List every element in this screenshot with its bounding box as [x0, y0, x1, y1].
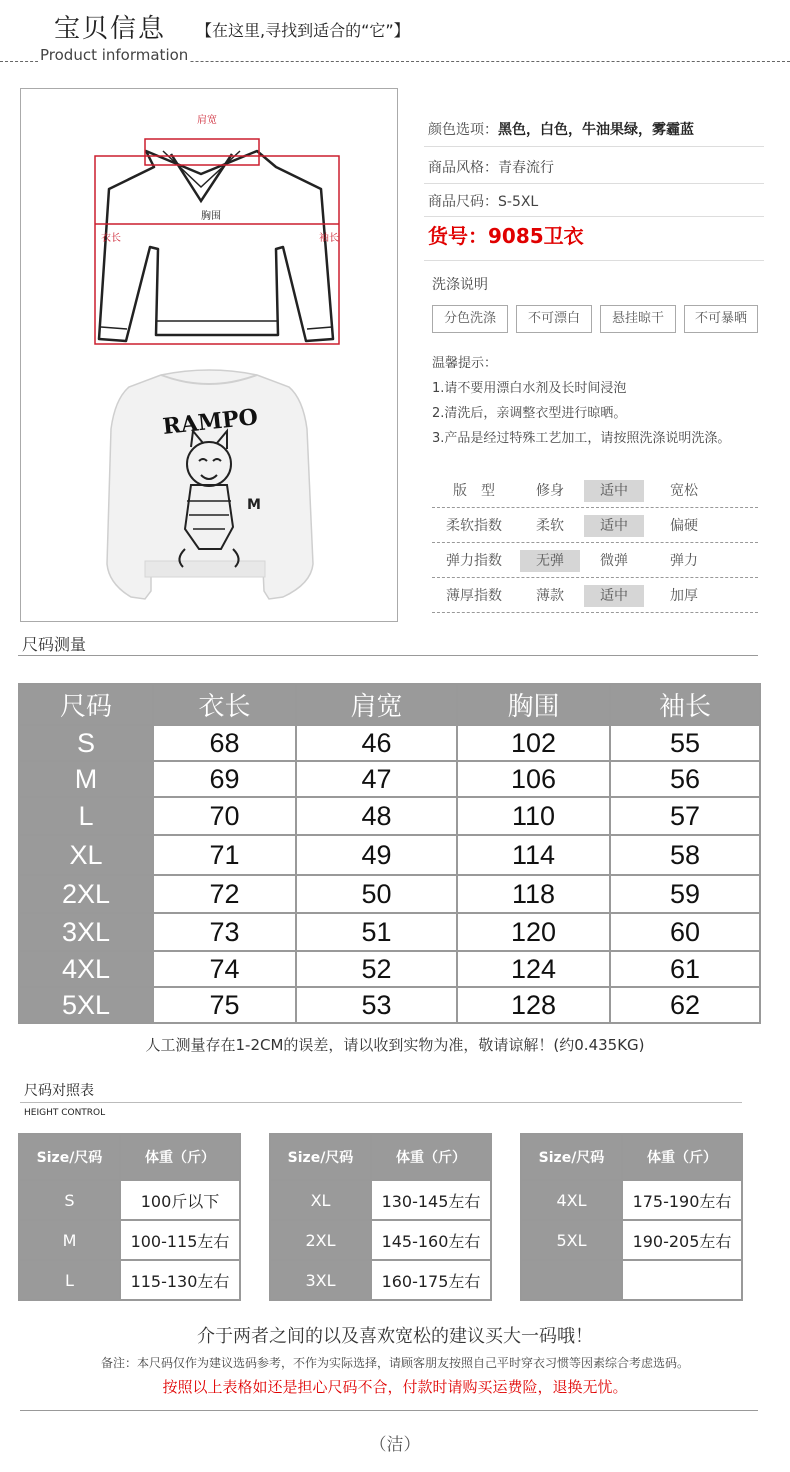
fit-label: 柔软指数 [446, 518, 502, 534]
measurement-note: 人工测量存在1-2CM的误差，请以收到实物为准，敬请谅解！(约0.435KG) [145, 1036, 645, 1054]
product-photo [21, 359, 397, 621]
wash-tag: 不可暴晒 [684, 305, 758, 333]
table-row [270, 1180, 491, 1220]
table-row [19, 835, 760, 875]
table-row [19, 1220, 240, 1260]
weight-cell: 175-190左右 [622, 1180, 742, 1220]
length-label: 衣长 [101, 233, 121, 244]
wash-tag: 悬挂晾干 [600, 305, 676, 333]
size-cell: 4XL [521, 1180, 622, 1220]
footer-mark: （洁） [369, 1435, 421, 1455]
table-row [19, 987, 760, 1023]
size-table [18, 683, 761, 1024]
weight-table-header [521, 1134, 742, 1180]
measure-cell: 52 [296, 951, 457, 987]
weight-table-header [19, 1134, 240, 1180]
measurement-diagram [21, 89, 397, 359]
fit-option: 薄款 [536, 588, 564, 604]
measure-cell: 50 [296, 875, 457, 913]
fit-option: 偏硬 [670, 518, 698, 534]
fit-row [432, 473, 758, 508]
fit-option: 柔软 [536, 518, 564, 534]
chest-label: 胸围 [201, 211, 221, 222]
header-shoulder: 肩宽 [296, 684, 457, 725]
size-cell: 2XL [270, 1220, 371, 1260]
divider [424, 146, 764, 147]
measure-cell: 61 [610, 951, 760, 987]
graphic-mark: M [247, 497, 261, 513]
measure-cell: 51 [296, 913, 457, 951]
divider [20, 1410, 758, 1411]
color-options: 颜色选项：黑色，白色，牛油果绿，雾霾蓝 [428, 122, 694, 138]
weight-table [18, 1133, 241, 1301]
table-row [19, 797, 760, 835]
weight-table-header [270, 1134, 491, 1180]
header-weight: 体重（斤） [622, 1134, 742, 1180]
header-size: Size/尺码 [270, 1134, 371, 1180]
size-cell: S [19, 1180, 120, 1220]
size-cell: 3XL [19, 913, 153, 951]
graphic-brand-text: RAMPO [161, 404, 260, 440]
tip-line: 1.请不要用漂白水剂及长时间浸泡 [432, 381, 627, 396]
header-length: 衣长 [153, 684, 296, 725]
header-sleeve: 袖长 [610, 684, 760, 725]
size-cell [521, 1260, 622, 1300]
measure-cell: 120 [457, 913, 610, 951]
fit-option: 弹力 [670, 553, 698, 569]
weight-table [269, 1133, 492, 1301]
size-cell: S [19, 725, 153, 761]
size-cell: L [19, 1260, 120, 1300]
measure-cell: 57 [610, 797, 760, 835]
measure-cell: 58 [610, 835, 760, 875]
measure-cell: 106 [457, 761, 610, 797]
header-size: Size/尺码 [19, 1134, 120, 1180]
header-size: 尺码 [19, 684, 153, 725]
reference-title: 尺码对照表 [24, 1083, 94, 1099]
shoulder-label: 肩宽 [197, 115, 217, 126]
divider [424, 216, 764, 217]
divider [424, 260, 764, 261]
fit-label: 薄厚指数 [446, 588, 502, 604]
measure-cell: 47 [296, 761, 457, 797]
wash-title: 洗涤说明 [432, 277, 488, 293]
wash-tag: 分色洗涤 [432, 305, 508, 333]
measure-cell: 124 [457, 951, 610, 987]
measure-cell: 102 [457, 725, 610, 761]
fit-row [432, 508, 758, 543]
table-row [521, 1220, 742, 1260]
table-row [19, 951, 760, 987]
measure-cell: 55 [610, 725, 760, 761]
page-subtitle: Product information [40, 46, 189, 64]
measure-cell: 114 [457, 835, 610, 875]
table-row [521, 1180, 742, 1220]
weight-cell [622, 1260, 742, 1300]
header-size: Size/尺码 [521, 1134, 622, 1180]
measure-cell: 60 [610, 913, 760, 951]
header-chest: 胸围 [457, 684, 610, 725]
measure-cell: 69 [153, 761, 296, 797]
measure-cell: 46 [296, 725, 457, 761]
weight-cell: 190-205左右 [622, 1220, 742, 1260]
tip-line: 2.清洗后，亲调整衣型进行晾晒。 [432, 406, 627, 421]
sleeve-label: 袖长 [319, 233, 339, 244]
table-row [270, 1260, 491, 1300]
weight-cell: 115-130左右 [120, 1260, 240, 1300]
measure-cell: 128 [457, 987, 610, 1023]
measure-cell: 62 [610, 987, 760, 1023]
header-weight: 体重（斤） [120, 1134, 240, 1180]
measure-cell: 56 [610, 761, 760, 797]
weight-cell: 145-160左右 [371, 1220, 491, 1260]
fit-option-selected: 适中 [584, 585, 644, 607]
tip-line: 3.产品是经过特殊工艺加工，请按照洗涤说明洗涤。 [432, 431, 731, 446]
table-row [19, 1260, 240, 1300]
size-section-title: 尺码测量 [22, 635, 87, 654]
weight-cell: 100-115左右 [120, 1220, 240, 1260]
measure-cell: 70 [153, 797, 296, 835]
product-size-range: 商品尺码：S-5XL [428, 194, 539, 210]
measure-cell: 72 [153, 875, 296, 913]
product-style: 商品风格：青春流行 [428, 160, 554, 176]
weight-cell: 100斤以下 [120, 1180, 240, 1220]
size-cell: 5XL [19, 987, 153, 1023]
header-weight: 体重（斤） [371, 1134, 491, 1180]
weight-cell: 160-175左右 [371, 1260, 491, 1300]
size-cell: M [19, 761, 153, 797]
weight-table [520, 1133, 743, 1301]
fit-option: 微弹 [600, 553, 628, 569]
size-cell: XL [270, 1180, 371, 1220]
fit-option: 宽松 [670, 483, 698, 499]
table-row [19, 725, 760, 761]
remark-text: 备注：本尺码仅作为建议选码参考，不作为实际选择，请顾客朋友按照自己平时穿衣习惯等因素综合考虑选码。 [100, 1356, 689, 1370]
advice-text: 介于两者之间的以及喜欢宽松的建议买大一码哦！ [197, 1326, 593, 1347]
size-table-header [19, 684, 760, 725]
fit-option: 修身 [536, 483, 564, 499]
insurance-text: 按照以上表格如还是担心尺码不合，付款时请购买运费险，退换无忧。 [162, 1378, 628, 1396]
page-title: 宝贝信息 [54, 14, 167, 44]
divider [20, 1102, 742, 1103]
measure-cell: 74 [153, 951, 296, 987]
size-cell: L [19, 797, 153, 835]
measure-cell: 110 [457, 797, 610, 835]
size-cell: 4XL [19, 951, 153, 987]
table-row [19, 913, 760, 951]
fit-row [432, 578, 758, 613]
product-image-panel [20, 88, 398, 622]
table-row [19, 761, 760, 797]
measure-cell: 71 [153, 835, 296, 875]
table-row [19, 875, 760, 913]
table-row [521, 1260, 742, 1300]
fit-option-selected: 适中 [584, 515, 644, 537]
size-cell: 2XL [19, 875, 153, 913]
measure-cell: 68 [153, 725, 296, 761]
wash-tag: 不可漂白 [516, 305, 592, 333]
measure-cell: 48 [296, 797, 457, 835]
size-cell: 5XL [521, 1220, 622, 1260]
page-tagline: 【在这里,寻找到适合的“它”】 [196, 21, 410, 40]
fit-option-selected: 适中 [584, 480, 644, 502]
size-cell: XL [19, 835, 153, 875]
table-row [19, 1180, 240, 1220]
fit-label: 版 型 [453, 483, 495, 499]
measure-cell: 118 [457, 875, 610, 913]
reference-subtitle: HEIGHT CONTROL [24, 1108, 106, 1118]
measure-cell: 53 [296, 987, 457, 1023]
size-cell: M [19, 1220, 120, 1260]
fit-option: 加厚 [670, 588, 698, 604]
measure-cell: 49 [296, 835, 457, 875]
measure-cell: 59 [610, 875, 760, 913]
divider [424, 183, 764, 184]
fit-row [432, 543, 758, 578]
fit-option-selected: 无弹 [520, 550, 580, 572]
item-number: 货号：9085卫衣 [428, 224, 584, 248]
weight-cell: 130-145左右 [371, 1180, 491, 1220]
tips-title: 温馨提示： [432, 356, 498, 371]
measure-cell: 73 [153, 913, 296, 951]
measure-cell: 75 [153, 987, 296, 1023]
fit-label: 弹力指数 [446, 553, 502, 569]
size-cell: 3XL [270, 1260, 371, 1300]
divider [18, 655, 758, 656]
table-row [270, 1220, 491, 1260]
